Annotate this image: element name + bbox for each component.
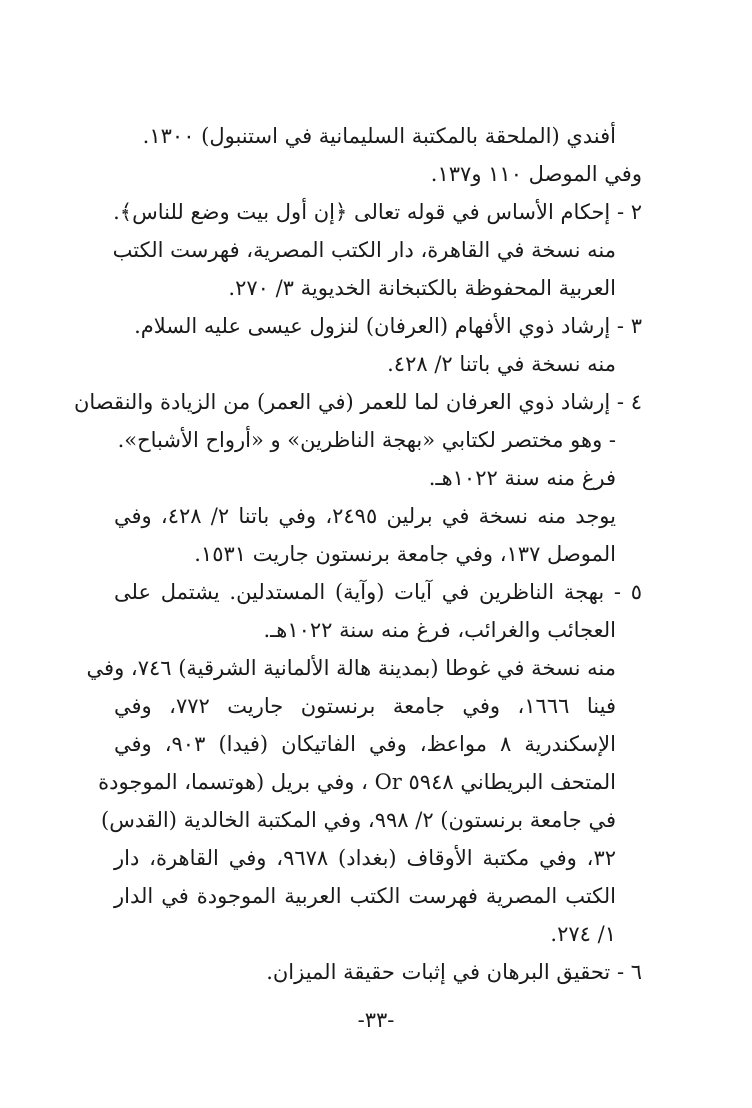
text-line: منه نسخة في غوطا (بمدينة هالة الألمانية الشرقية) ٧٤٦، وفي [86, 656, 616, 680]
text-line: العربية المحفوظة بالكتبخانة الخديوية ٣/ ٢٧٠. [228, 276, 616, 300]
entry-heading: ٦ - تحقيق البرهان في إثبات حقيقة الميزان. [266, 960, 642, 984]
text-line: ٣٢، وفي مكتبة الأوقاف (بغداد) ٩٦٧٨، وفي القاهرة، دار [114, 846, 616, 870]
entry-heading: ٤ - إرشاد ذوي العرفان لما للعمر (في العمر) من الزيادة والنقصان [73, 390, 642, 414]
entry-heading: ٥ - بهجة الناظرين في آيات (وآية) المستدلين. يشتمل على [114, 580, 642, 604]
text-line: الموصل ١٣٧، وفي جامعة برنستون جاريت ١٥٣١. [194, 542, 616, 566]
text-line: فرغ منه سنة ١٠٢٢هـ. [428, 466, 616, 490]
text-line: العجائب والغرائب، فرغ منه سنة ١٠٢٢هـ. [263, 618, 616, 642]
page-number: -٣٣- [357, 1008, 395, 1032]
text-line: - وهو مختصر لكتابي «بهجة الناظرين» و «أرواح الأشباح». [117, 428, 616, 452]
text-line: منه نسخة في القاهرة، دار الكتب المصرية، فهرست الكتب [112, 238, 616, 262]
entry-heading: ٢ - إحكام الأساس في قوله تعالى ﴿إن أول بيت وضع للناس﴾. [113, 200, 642, 224]
text-line: المتحف البريطاني ٥٩٤٨ Or ، وفي بريل (هوتسما، الموجودة [98, 770, 616, 794]
text-line: في جامعة برنستون) ٢/ ٩٩٨، وفي المكتبة الخالدية (القدس) [101, 808, 616, 832]
text-line: ١/ ٢٧٤. [550, 922, 616, 946]
text-line: أفندي (الملحقة بالمكتبة السليمانية في استنبول) ١٣٠٠. [142, 124, 616, 148]
text-line: الإسكندرية ٨ مواعظ، وفي الفاتيكان (فيدا) ٩٠٣، وفي [114, 732, 616, 756]
text-line: وفي الموصل ١١٠ و١٣٧. [430, 162, 642, 186]
text-line: يوجد منه نسخة في برلين ٢٤٩٥، وفي باتنا ٢/ ٤٢٨، وفي [114, 504, 616, 528]
text-line: منه نسخة في باتنا ٢/ ٤٢٨. [387, 352, 616, 376]
text-line: الكتب المصرية فهرست الكتب العربية الموجودة في الدار [114, 884, 616, 908]
entry-heading: ٣ - إرشاد ذوي الأفهام (العرفان) لنزول عيسى عليه السلام. [134, 314, 642, 338]
text-line: فينا ١٦٦٦، وفي جامعة برنستون جاريت ٧٧٢، وفي [114, 694, 616, 718]
